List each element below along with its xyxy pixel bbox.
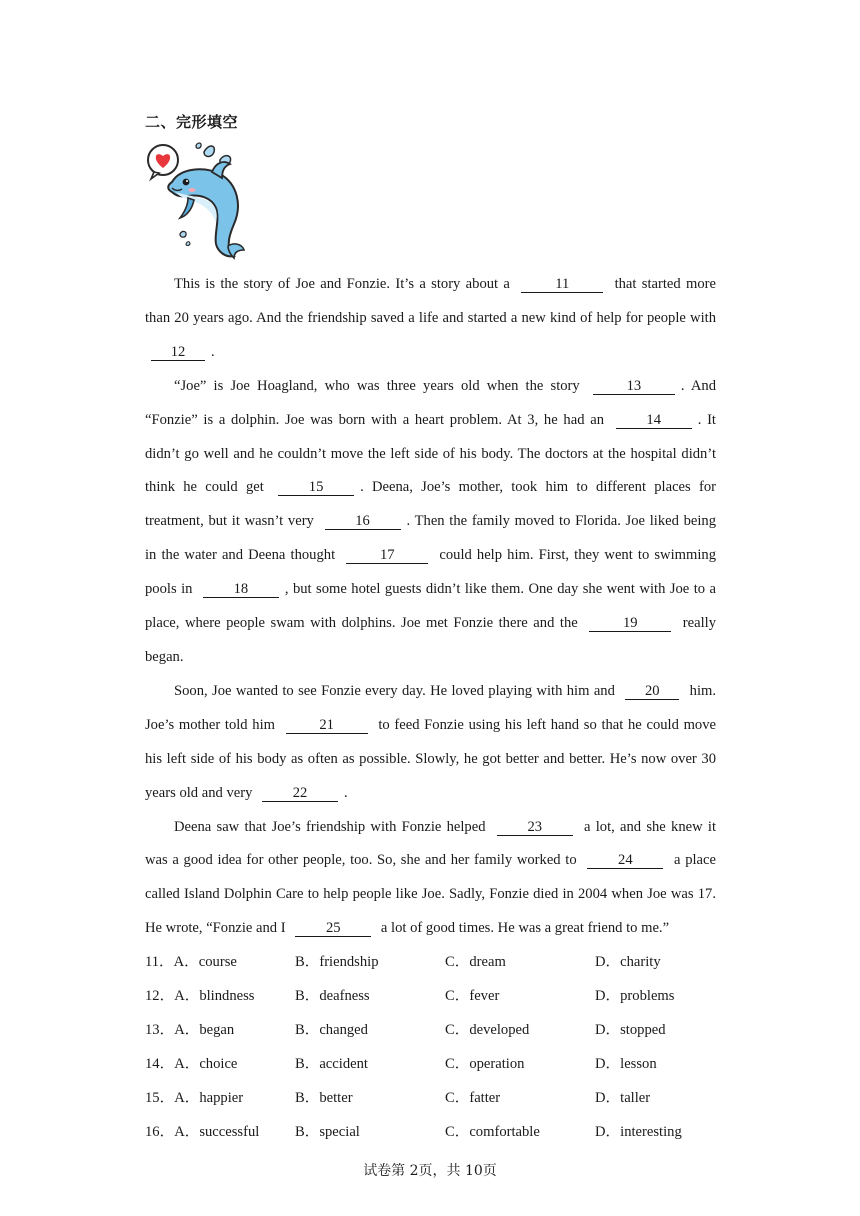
- option-a: 11．A．course: [145, 954, 237, 971]
- option-b: B．friendship: [295, 954, 379, 971]
- passage-text: . It didn’t go well and he couldn’t move the left side of his body. The doctors at the hospital didn’t think he could get: [145, 411, 716, 496]
- page-footer: 试卷第 2页，共 10页: [363, 1163, 497, 1179]
- blank-13: 13: [593, 378, 675, 395]
- blank-24: 24: [587, 852, 663, 869]
- option-c: C．dream: [445, 954, 506, 971]
- paragraph-1: [145, 268, 716, 370]
- passage-text: .: [211, 343, 215, 360]
- option-a: 13．A．began: [145, 1022, 235, 1039]
- option-b: B．deafness: [295, 988, 370, 1005]
- question-row: [145, 1046, 745, 1080]
- paragraph-4: [145, 811, 716, 947]
- passage-text: “Joe” is Joe Hoagland, who was three years old when the story: [174, 377, 587, 394]
- option-b: B．special: [295, 1123, 360, 1140]
- blank-22: 22: [262, 785, 338, 802]
- option-c: C．fatter: [445, 1090, 501, 1106]
- passage-text: Deena saw that Joe’s friendship with Fonzie helped: [174, 818, 491, 835]
- blank-12: 12: [151, 344, 205, 361]
- option-b: B．accident: [295, 1056, 368, 1073]
- blank-17: 17: [346, 547, 428, 564]
- option-d: D．stopped: [595, 1022, 666, 1039]
- passage-text: This is the story of Joe and Fonzie. It’s a story about a: [174, 276, 516, 292]
- passage-text: a lot, and she knew it was a good idea for other people, too. So, she and her family worked to: [145, 818, 716, 869]
- question-row: [145, 1113, 745, 1147]
- option-c: C．fever: [445, 988, 500, 1005]
- passage-text: . Deena, Joe’s mother, took him to different places for treatment, but it wasn’t very: [145, 479, 716, 530]
- passage-text: to feed Fonzie using his left hand so that he could move his left side of his body as often as possible. Slowly, he got better and better. He’s now over 30 years old and very: [145, 716, 716, 801]
- blank-21: 21: [286, 717, 368, 734]
- blank-18: 18: [203, 581, 279, 598]
- passage-text: . And “Fonzie” is a dolphin. Joe was born with a heart problem. At 3, he had an: [145, 377, 717, 428]
- option-d: D．lesson: [595, 1056, 657, 1073]
- paragraph-2: [145, 370, 716, 675]
- question-row: [145, 978, 745, 1012]
- option-b: B．changed: [295, 1022, 368, 1039]
- passage-text: really began.: [145, 615, 716, 665]
- option-c: C．operation: [445, 1056, 525, 1073]
- option-d: D．interesting: [595, 1123, 682, 1140]
- question-row: [145, 1012, 745, 1046]
- option-c: C．comfortable: [445, 1123, 540, 1140]
- question-row: [145, 1080, 745, 1114]
- passage-text: that started more than 20 years ago. And the friendship saved a life and started a new kind of help for people with: [145, 276, 717, 326]
- option-a: 15．A．happier: [145, 1090, 244, 1106]
- passage-text: could help him. First, they went to swimming pools in: [145, 547, 716, 598]
- blank-16: 16: [325, 513, 401, 530]
- passage-text: him. Joe’s mother told him: [145, 682, 717, 733]
- option-a: 16．A．successful: [145, 1123, 260, 1140]
- blank-19: 19: [589, 615, 671, 632]
- passage-text: a lot of good times. He was a great friend to me.”: [377, 920, 670, 937]
- blank-14: 14: [616, 412, 692, 429]
- paragraph-3: [145, 675, 716, 811]
- blank-23: 23: [497, 819, 573, 836]
- cloze-passage: [145, 268, 716, 946]
- option-b: B．better: [295, 1090, 353, 1106]
- passage-text: . Then the family moved to Florida. Joe liked being in the water and Deena thought: [145, 513, 717, 564]
- blank-11: 11: [521, 276, 603, 293]
- option-d: D．charity: [595, 954, 661, 971]
- blank-25: 25: [295, 920, 371, 937]
- dolphin-heart-icon: [142, 138, 246, 262]
- option-a: 14．A．choice: [145, 1056, 238, 1073]
- option-d: D．problems: [595, 988, 675, 1005]
- blank-15: 15: [278, 479, 354, 496]
- section-title: 二、完形填空: [145, 113, 239, 131]
- passage-text: .: [344, 784, 348, 801]
- blank-20: 20: [625, 683, 679, 700]
- passage-text: , but some hotel guests didn’t like them. One day she went with Joe to a place, where people swam with dolphins. Joe met Fonzie there and the: [145, 581, 716, 632]
- passage-text: Soon, Joe wanted to see Fonzie every day. He loved playing with him and: [174, 682, 620, 699]
- question-row: [145, 944, 745, 978]
- passage-text: a place called Island Dolphin Care to help people like Joe. Sadly, Fonzie died in 2004 when Joe was 17. He wrote, “Fonzie and I: [145, 852, 716, 937]
- option-d: D．taller: [595, 1090, 651, 1106]
- options-list: [145, 944, 745, 1147]
- option-c: C．developed: [445, 1022, 530, 1039]
- option-a: 12．A．blindness: [145, 988, 255, 1005]
